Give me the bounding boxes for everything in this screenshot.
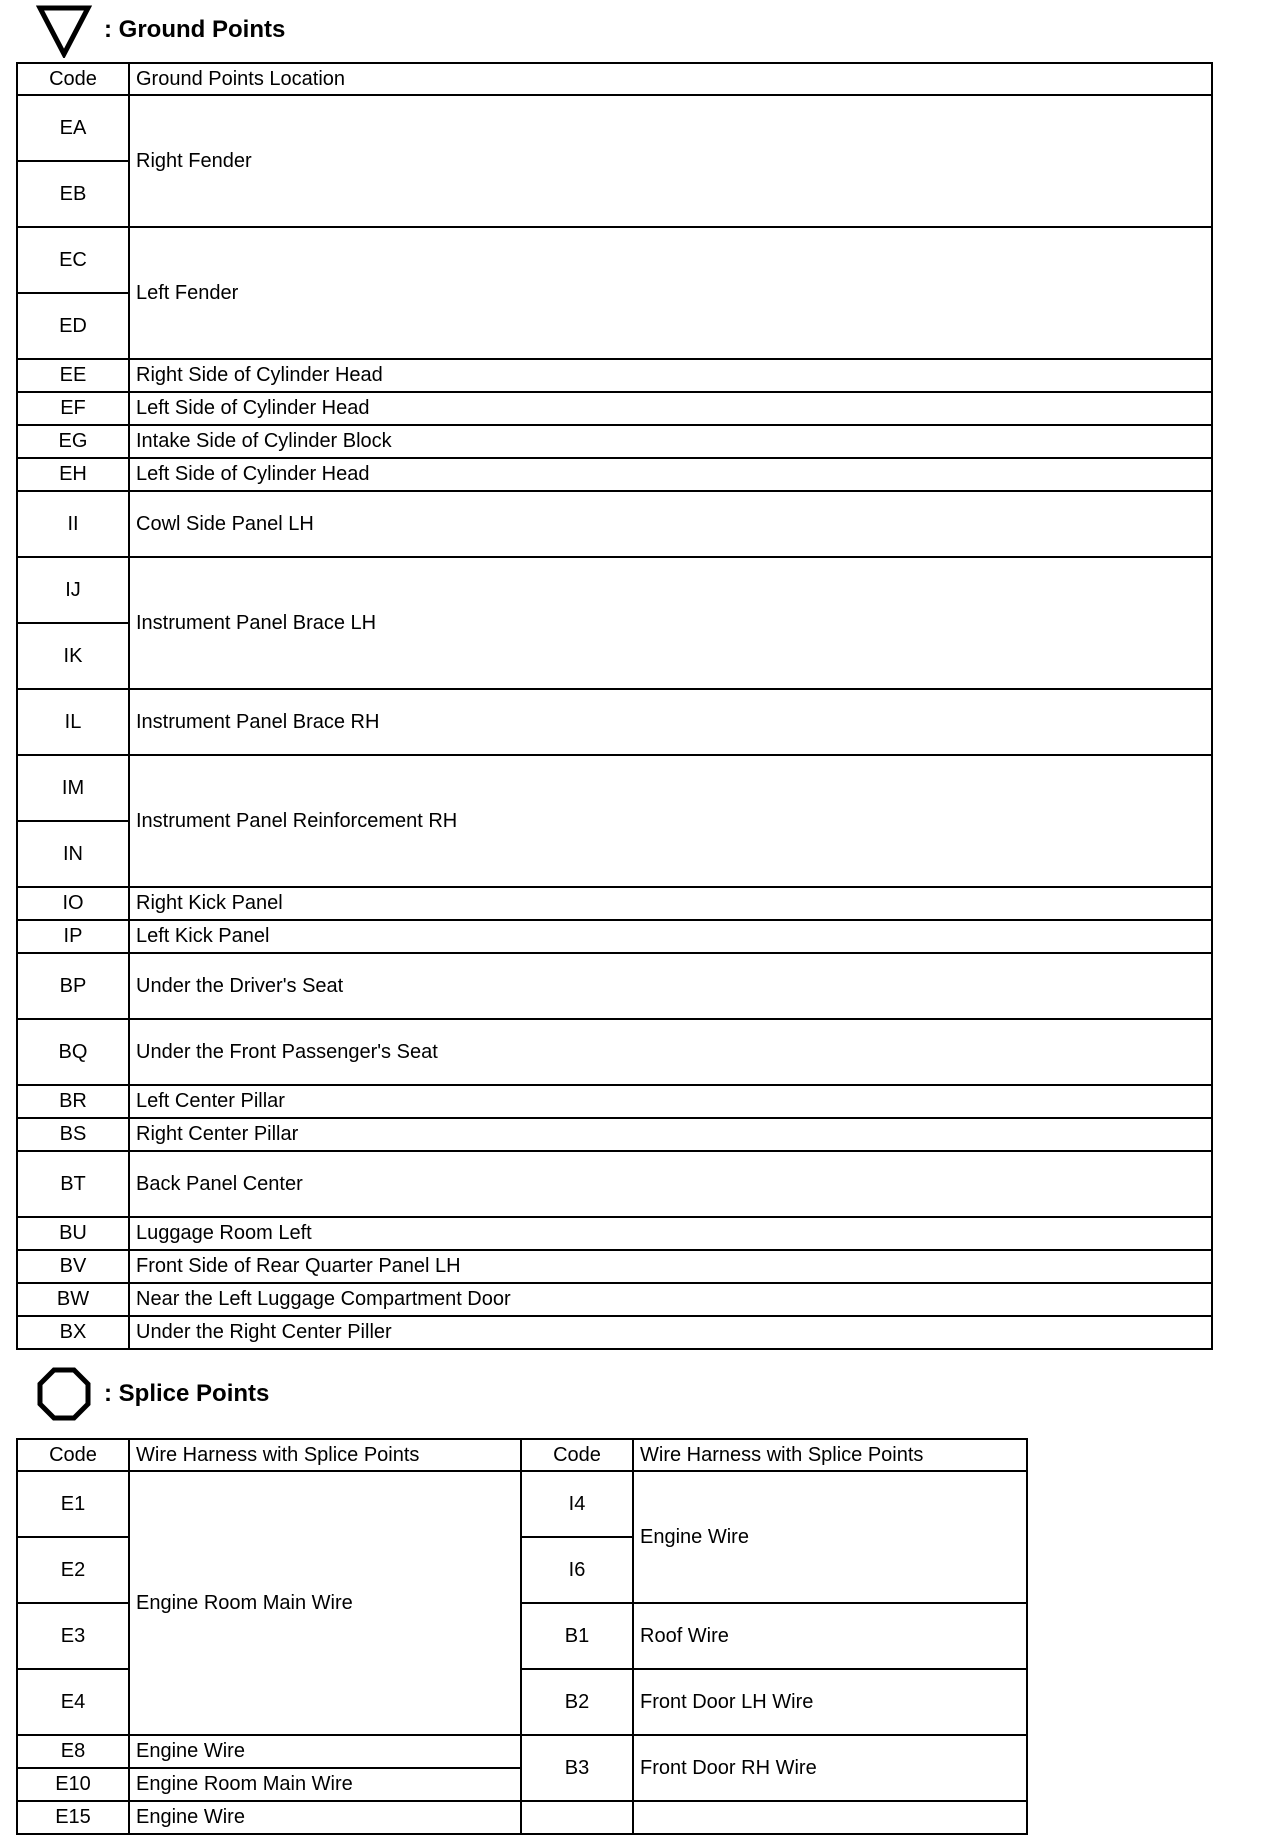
ground-location: Left Side of Cylinder Head bbox=[129, 458, 1212, 491]
ground-code: EH bbox=[17, 458, 129, 491]
ground-location: Left Center Pillar bbox=[129, 1085, 1212, 1118]
ground-location: Luggage Room Left bbox=[129, 1217, 1212, 1250]
ground-location: Right Fender bbox=[129, 95, 1212, 227]
table-row bbox=[17, 557, 1212, 623]
table-row bbox=[17, 425, 1212, 458]
splice-table-body bbox=[17, 1471, 1027, 1834]
splice-code: I4 bbox=[521, 1471, 633, 1537]
ground-code: EF bbox=[17, 392, 129, 425]
triangle-down-icon bbox=[36, 2, 92, 58]
ground-code: EC bbox=[17, 227, 129, 293]
ground-location: Instrument Panel Brace LH bbox=[129, 557, 1212, 689]
splice-table-header bbox=[17, 1439, 1027, 1471]
ground-location: Near the Left Luggage Compartment Door bbox=[129, 1283, 1212, 1316]
ground-location: Left Fender bbox=[129, 227, 1212, 359]
ground-code: BX bbox=[17, 1316, 129, 1349]
empty-cell bbox=[633, 1801, 1027, 1834]
ground-location: Under the Front Passenger's Seat bbox=[129, 1019, 1212, 1085]
splice-code: B2 bbox=[521, 1669, 633, 1735]
ground-code: BS bbox=[17, 1118, 129, 1151]
table-row bbox=[17, 1283, 1212, 1316]
ground-code: BQ bbox=[17, 1019, 129, 1085]
table-row bbox=[17, 1250, 1212, 1283]
ground-code: BT bbox=[17, 1151, 129, 1217]
table-row bbox=[17, 755, 1212, 821]
ground-code: IM bbox=[17, 755, 129, 821]
ground-code: BW bbox=[17, 1283, 129, 1316]
ground-location: Left Side of Cylinder Head bbox=[129, 392, 1212, 425]
splice-code: E3 bbox=[17, 1603, 129, 1669]
splice-wire: Engine Wire bbox=[633, 1471, 1027, 1603]
ground-code: ED bbox=[17, 293, 129, 359]
table-row bbox=[17, 1735, 1027, 1768]
code-header: Code bbox=[17, 63, 129, 95]
ground-location: Cowl Side Panel LH bbox=[129, 491, 1212, 557]
ground-location: Back Panel Center bbox=[129, 1151, 1212, 1217]
ground-location: Under the Driver's Seat bbox=[129, 953, 1212, 1019]
table-row bbox=[17, 359, 1212, 392]
table-row bbox=[17, 689, 1212, 755]
table-row bbox=[17, 491, 1212, 557]
ground-code: IP bbox=[17, 920, 129, 953]
splice-wire: Front Door RH Wire bbox=[633, 1735, 1027, 1801]
table-row bbox=[17, 1217, 1212, 1250]
splice-wire: Engine Wire bbox=[129, 1735, 521, 1768]
splice-wire: Engine Room Main Wire bbox=[129, 1768, 521, 1801]
splice-code: E4 bbox=[17, 1669, 129, 1735]
ground-table-body bbox=[17, 95, 1212, 1349]
ground-code: IN bbox=[17, 821, 129, 887]
splice-code: E15 bbox=[17, 1801, 129, 1834]
table-row bbox=[17, 1085, 1212, 1118]
ground-code: BV bbox=[17, 1250, 129, 1283]
table-row bbox=[17, 1151, 1212, 1217]
splice-code: E10 bbox=[17, 1768, 129, 1801]
empty-cell bbox=[521, 1801, 633, 1834]
ground-points-title: : Ground Points bbox=[104, 16, 286, 43]
table-row bbox=[17, 1118, 1212, 1151]
table-row bbox=[17, 1019, 1212, 1085]
ground-location: Left Kick Panel bbox=[129, 920, 1212, 953]
ground-location: Right Center Pillar bbox=[129, 1118, 1212, 1151]
code-header-left: Code bbox=[17, 1439, 129, 1471]
ground-location: Instrument Panel Brace RH bbox=[129, 689, 1212, 755]
ground-location: Intake Side of Cylinder Block bbox=[129, 425, 1212, 458]
ground-code: IK bbox=[17, 623, 129, 689]
table-row bbox=[17, 887, 1212, 920]
splice-code: B1 bbox=[521, 1603, 633, 1669]
ground-table-header bbox=[17, 63, 1212, 95]
splice-code: E2 bbox=[17, 1537, 129, 1603]
table-row bbox=[17, 1316, 1212, 1349]
ground-location: Front Side of Rear Quarter Panel LH bbox=[129, 1250, 1212, 1283]
ground-points-heading bbox=[36, 0, 285, 60]
ground-points-table bbox=[16, 62, 1213, 1350]
ground-location: Instrument Panel Reinforcement RH bbox=[129, 755, 1212, 887]
table-row bbox=[17, 392, 1212, 425]
ground-code: EB bbox=[17, 161, 129, 227]
location-header: Ground Points Location bbox=[129, 63, 1212, 95]
splice-points-table bbox=[16, 1438, 1028, 1835]
splice-wire: Engine Room Main Wire bbox=[129, 1471, 521, 1735]
ground-code: EA bbox=[17, 95, 129, 161]
wire-header-left: Wire Harness with Splice Points bbox=[129, 1439, 521, 1471]
table-row bbox=[17, 953, 1212, 1019]
ground-code: EE bbox=[17, 359, 129, 392]
splice-code: B3 bbox=[521, 1735, 633, 1801]
splice-code: E8 bbox=[17, 1735, 129, 1768]
table-row bbox=[17, 1801, 1027, 1834]
ground-code: IJ bbox=[17, 557, 129, 623]
ground-code: IL bbox=[17, 689, 129, 755]
table-row bbox=[17, 95, 1212, 161]
table-row bbox=[17, 920, 1212, 953]
ground-location: Under the Right Center Piller bbox=[129, 1316, 1212, 1349]
splice-wire: Roof Wire bbox=[633, 1603, 1027, 1669]
ground-code: BR bbox=[17, 1085, 129, 1118]
ground-code: BP bbox=[17, 953, 129, 1019]
ground-code: EG bbox=[17, 425, 129, 458]
octagon-icon bbox=[36, 1366, 92, 1422]
table-row bbox=[17, 458, 1212, 491]
splice-wire: Engine Wire bbox=[129, 1801, 521, 1834]
splice-code: E1 bbox=[17, 1471, 129, 1537]
ground-code: BU bbox=[17, 1217, 129, 1250]
splice-wire: Front Door LH Wire bbox=[633, 1669, 1027, 1735]
splice-points-title: : Splice Points bbox=[104, 1380, 270, 1407]
ground-code: II bbox=[17, 491, 129, 557]
ground-code: IO bbox=[17, 887, 129, 920]
wire-header-right: Wire Harness with Splice Points bbox=[633, 1439, 1027, 1471]
ground-location: Right Kick Panel bbox=[129, 887, 1212, 920]
splice-points-heading bbox=[36, 1364, 269, 1424]
ground-location: Right Side of Cylinder Head bbox=[129, 359, 1212, 392]
table-row bbox=[17, 227, 1212, 293]
table-row bbox=[17, 1471, 1027, 1537]
splice-code: I6 bbox=[521, 1537, 633, 1603]
code-header-right: Code bbox=[521, 1439, 633, 1471]
